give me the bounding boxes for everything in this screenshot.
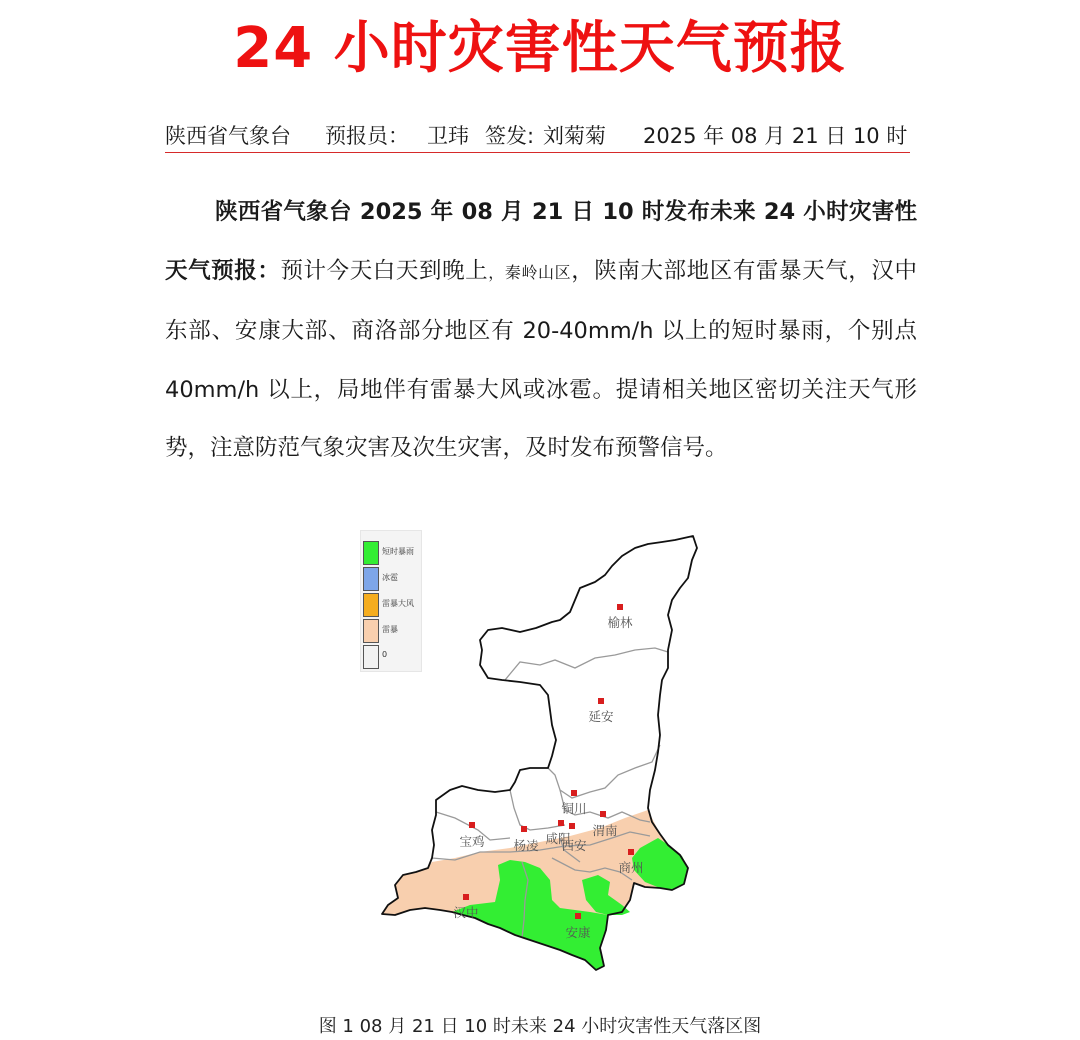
city-marker-icon <box>600 811 606 817</box>
city-marker-icon <box>569 823 575 829</box>
city-marker-icon <box>628 849 634 855</box>
city-label: 西安 <box>561 838 587 853</box>
figure-caption: 图 1 08 月 21 日 10 时未来 24 小时灾害性天气落区图 <box>318 1016 762 1037</box>
city-label: 商州 <box>618 860 644 875</box>
legend-item <box>363 645 423 669</box>
forecast-part2: ，陕南大部地区有雷暴天气，汉中东部、安康大部、商洛部分地区有 20-40mm/h 以上的短时暴雨，个别点 40mm/h 以上，局地伴有雷暴大风或冰雹。提请相关地区密切关注天气形势，注意防范气象灾害及次生灾害，及时发布预警信号。 <box>165 257 917 461</box>
legend-label: 雷暴大风 <box>382 599 414 608</box>
legend-swatch <box>363 593 379 617</box>
city-label: 铜川 <box>561 801 587 816</box>
city-label: 延安 <box>588 709 614 724</box>
city-marker-icon <box>521 826 527 832</box>
legend-label: 短时暴雨 <box>382 547 414 556</box>
legend-swatch <box>363 541 379 565</box>
city-label: 安康 <box>565 925 591 940</box>
city-label: 汉中 <box>453 905 479 920</box>
map-legend <box>360 530 422 672</box>
issue-datetime: 2025 年 08 月 21 日 10 时 <box>643 124 908 148</box>
document-title: 24 小时灾害性天气预报 <box>233 16 847 81</box>
city-marker-icon <box>558 820 564 826</box>
city-label: 榆林 <box>607 615 633 630</box>
forecaster-label: 预报员： <box>325 124 409 148</box>
city-marker-icon <box>598 698 604 704</box>
legend-item <box>363 619 423 643</box>
signer-name: 刘菊菊 <box>543 124 606 148</box>
legend-label: 雷暴 <box>382 625 398 634</box>
legend-label: 冰雹 <box>382 573 398 582</box>
city-marker-icon <box>575 913 581 919</box>
forecast-lead: 陕西省气象台 2025 年 08 月 21 日 10 时发布未来 24 小时灾害性天气预报： <box>165 199 917 284</box>
legend-item <box>363 593 423 617</box>
legend-swatch <box>363 619 379 643</box>
forecast-part1: 预计今天白天到晚上 <box>280 257 489 284</box>
city-label: 宝鸡 <box>459 834 485 849</box>
legend-item <box>363 541 423 565</box>
comma-small: ， <box>488 262 505 282</box>
legend-swatch <box>363 567 379 591</box>
issuer: 陕西省气象台 <box>165 124 291 148</box>
legend-item <box>363 567 423 591</box>
forecaster-name: 卫玮 <box>427 124 469 148</box>
city-label: 渭南 <box>592 823 618 838</box>
city-marker-icon <box>617 604 623 610</box>
city-marker-icon <box>463 894 469 900</box>
legend-swatch <box>363 645 379 669</box>
city-marker-icon <box>571 790 577 796</box>
city-label: 咸阳 <box>545 831 571 846</box>
signer-label: 签发: <box>485 124 535 148</box>
legend-label: 0 <box>382 650 388 659</box>
city-marker-icon <box>469 822 475 828</box>
city-label: 杨凌 <box>513 838 539 853</box>
region-small: 秦岭山区 <box>504 262 572 282</box>
